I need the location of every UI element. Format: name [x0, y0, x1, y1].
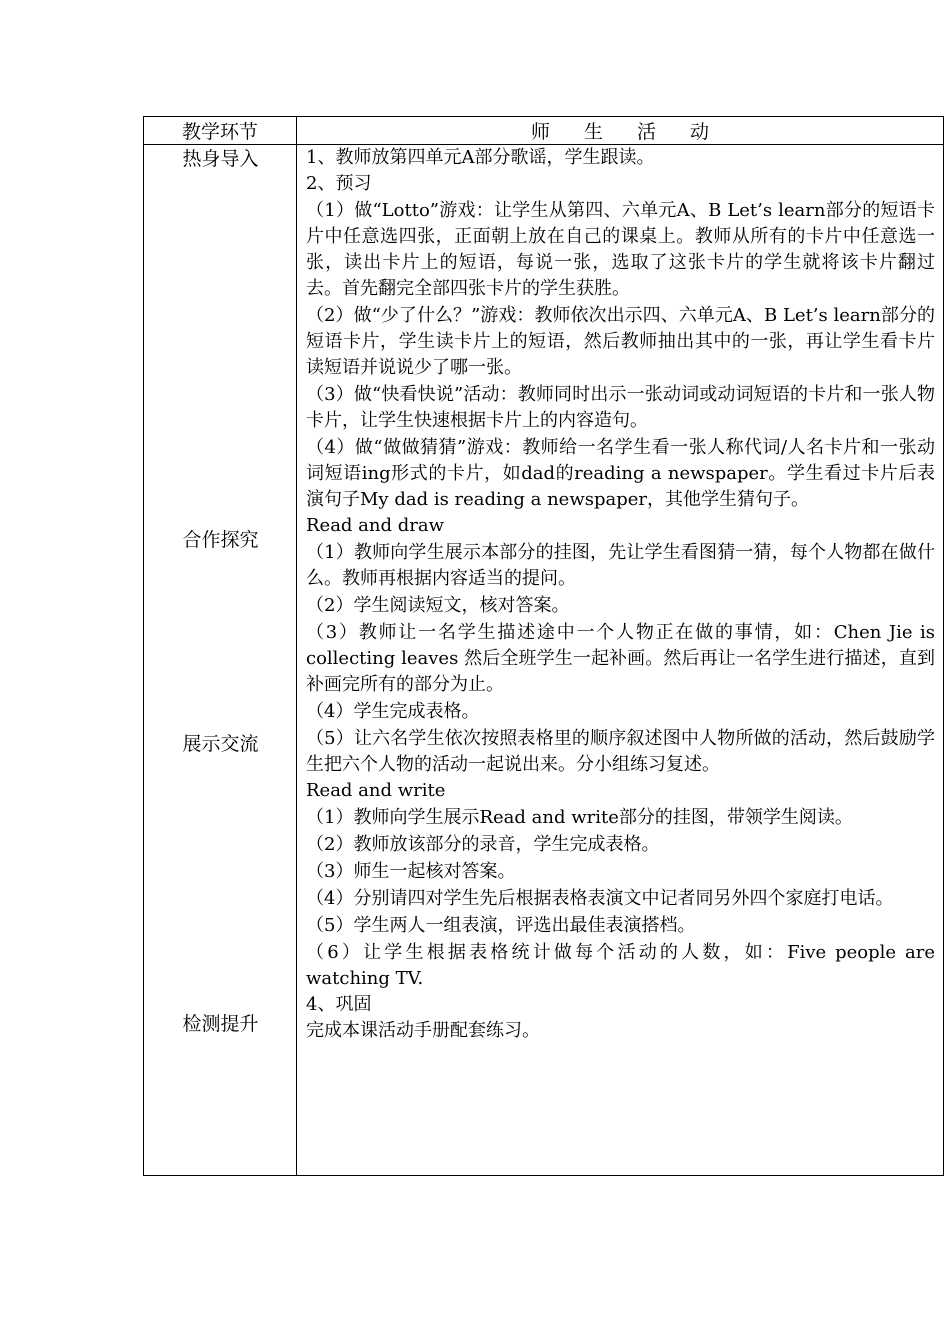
- stage-assessment: 检测提升: [182, 1013, 259, 1035]
- activity-line: （1）教师向学生展示Read and write部分的挂图，带领学生阅读。: [306, 807, 853, 828]
- activity-line: 1、教师放第四单元A部分歌谣，学生跟读。: [306, 147, 655, 168]
- activity-line: （5）让六名学生依次按照表格里的顺序叙述图中人物所做的活动，然后鼓励学生把六个人物的活动一起说出来。分小组练习复述。: [306, 728, 935, 775]
- activity-line: （3）做“快看快说”活动：教师同时出示一张动词或动词短语的卡片和一张人物卡片，让学生快速根据卡片上的内容造句。: [306, 384, 935, 431]
- activity-column: [297, 145, 944, 1176]
- activity-line: （2）做“少了什么？”游戏：教师依次出示四、六单元A、B Let’s learn部分的短语卡片，学生读卡片上的短语，然后教师抽出其中的一张，再让学生看卡片读短语并说说少了哪一张。: [306, 305, 935, 378]
- activity-line: 4、巩固: [306, 994, 372, 1015]
- lesson-plan-table: [143, 116, 944, 1176]
- stage-cooperation: 合作探究: [182, 529, 259, 551]
- activity-line: （3）师生一起核对答案。: [306, 861, 516, 882]
- stage-presentation: 展示交流: [182, 733, 259, 755]
- header-activity: 师生活动: [297, 117, 944, 145]
- activity-line: （5）学生两人一组表演，评选出最佳表演搭档。: [306, 915, 696, 936]
- activity-line: （1）教师向学生展示本部分的挂图，先让学生看图猜一猜，每个人物都在做什么。教师再根据内容适当的提问。: [306, 542, 935, 589]
- activity-line: 完成本课活动手册配套练习。: [306, 1020, 540, 1041]
- activity-line: （3）教师让一名学生描述途中一个人物正在做的事情，如：Chen Jie is collecting leaves 然后全班学生一起补画。然后再让一名学生进行描述，直到补画完所有的部分为止。: [306, 622, 935, 695]
- activity-line: （2）学生阅读短文，核对答案。: [306, 595, 570, 616]
- activity-line: （4）学生完成表格。: [306, 701, 480, 722]
- stage-column: [144, 145, 297, 1176]
- activity-line: Read and draw: [306, 515, 445, 536]
- activity-line: （4）做“做做猜猜”游戏：教师给一名学生看一张人称代词/人名卡片和一张动词短语ing形式的卡片，如dad的reading a newspaper。学生看过卡片后表演句子My dad is reading a newspaper，其他学生猜句子。: [306, 437, 935, 510]
- activity-line: （1）做“Lotto”游戏：让学生从第四、六单元A、B Let’s learn部分的短语卡片中任意选四张，正面朝上放在自己的课桌上。教师从所有的卡片中任意选一张，读出卡片上的短语，每说一张，选取了这张卡片的学生就将该卡片翻过去。首先翻完全部四张卡片的学生获胜。: [306, 200, 935, 299]
- activity-line: Read and write: [306, 780, 446, 801]
- header-stage: 教学环节: [144, 117, 297, 145]
- stage-warmup: 热身导入: [182, 148, 259, 170]
- activity-line: （2）教师放该部分的录音，学生完成表格。: [306, 834, 660, 855]
- activity-line: （4）分别请四对学生先后根据表格表演文中记者同另外四个家庭打电话。: [306, 888, 894, 909]
- header-row: [144, 117, 944, 145]
- activity-line: （6）让学生根据表格统计做每个活动的人数，如：Five people are watching TV.: [306, 942, 935, 989]
- content-row: [144, 145, 944, 1176]
- activity-line: 2、预习: [306, 173, 372, 194]
